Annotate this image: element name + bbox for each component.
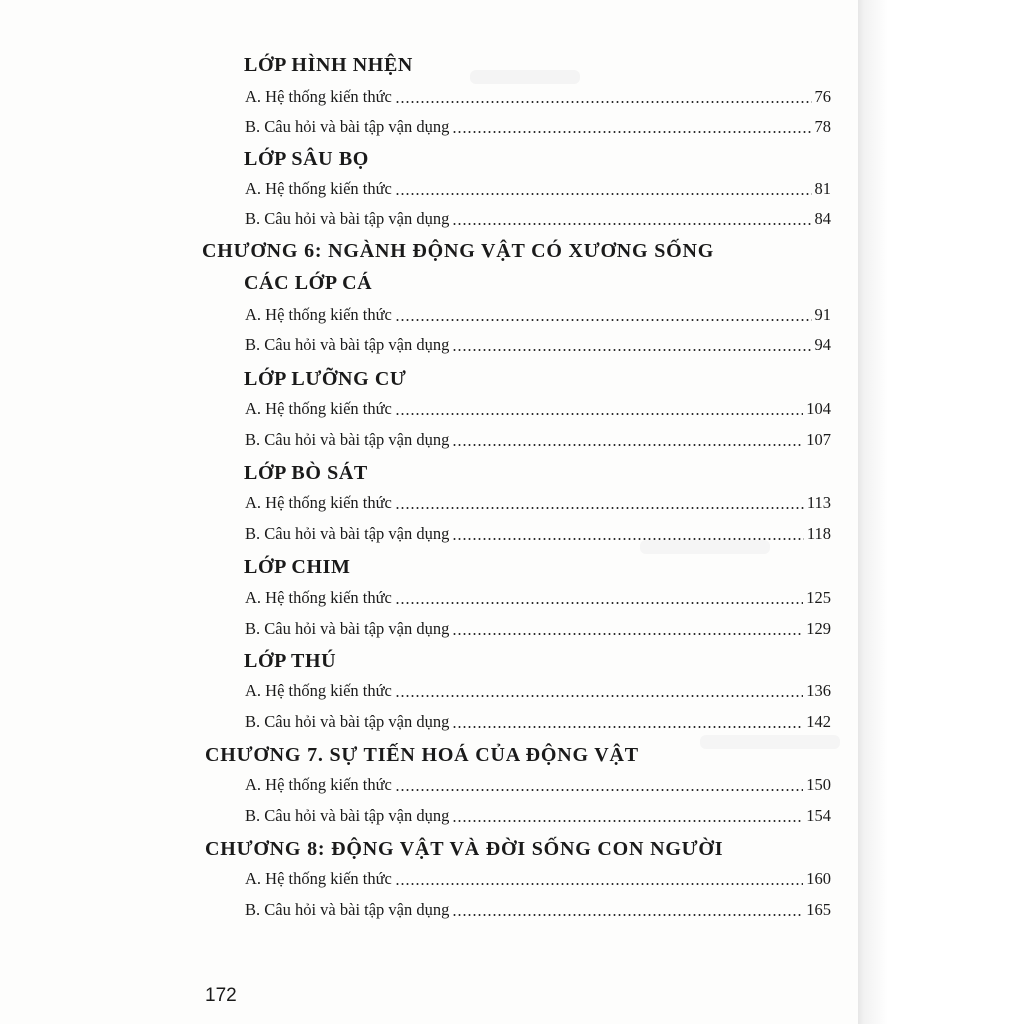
entry-label: A. Hệ thống kiến thức xyxy=(245,87,392,106)
chapter-title: CHƯƠNG 6: NGÀNH ĐỘNG VẬT CÓ XƯƠNG SỐNG xyxy=(202,240,715,262)
entry-page-number: 165 xyxy=(806,900,831,919)
entry-page-number: 107 xyxy=(806,430,831,449)
toc-entry[interactable] xyxy=(245,897,831,923)
dot-leader xyxy=(452,820,803,822)
show-through-shading xyxy=(700,735,840,749)
show-through-shading xyxy=(470,70,580,84)
toc-entry[interactable] xyxy=(245,84,831,110)
dot-leader xyxy=(395,507,804,509)
dot-leader xyxy=(452,223,811,225)
page-number: 172 xyxy=(205,985,237,1006)
toc-entry[interactable] xyxy=(245,585,831,611)
dot-leader xyxy=(395,319,812,321)
entry-page-number: 94 xyxy=(814,335,831,354)
entry-page-number: 129 xyxy=(806,619,831,638)
chapter-title: CHƯƠNG 7. SỰ TIẾN HOÁ CỦA ĐỘNG VẬT xyxy=(205,744,639,766)
toc-entry[interactable] xyxy=(245,803,831,829)
entry-page-number: 91 xyxy=(814,305,831,324)
entry-label: B. Câu hỏi và bài tập vận dụng xyxy=(245,209,450,228)
toc-entry[interactable] xyxy=(245,678,831,704)
dot-leader xyxy=(395,883,803,885)
entry-label: A. Hệ thống kiến thức xyxy=(245,493,392,512)
section-title: CÁC LỚP CÁ xyxy=(244,272,373,294)
dot-leader xyxy=(452,444,803,446)
entry-page-number: 125 xyxy=(806,588,831,607)
dot-leader xyxy=(452,131,811,133)
toc-entry[interactable] xyxy=(245,332,831,358)
dot-leader xyxy=(395,101,812,103)
entry-page-number: 104 xyxy=(806,399,831,418)
section-title: LỚP CHIM xyxy=(244,556,351,578)
entry-page-number: 142 xyxy=(806,712,831,731)
entry-page-number: 81 xyxy=(814,179,831,198)
entry-label: A. Hệ thống kiến thức xyxy=(245,399,392,418)
entry-page-number: 118 xyxy=(806,524,831,543)
toc-entry[interactable] xyxy=(245,490,831,516)
toc-entry[interactable] xyxy=(245,396,831,422)
section-title: LỚP LƯỠNG CƯ xyxy=(244,368,407,390)
entry-page-number: 78 xyxy=(814,117,831,136)
entry-label: B. Câu hỏi và bài tập vận dụng xyxy=(245,619,450,638)
toc-entry[interactable] xyxy=(245,427,831,453)
entry-label: B. Câu hỏi và bài tập vận dụng xyxy=(245,430,450,449)
section-title: LỚP SÂU BỌ xyxy=(244,148,369,170)
entry-page-number: 113 xyxy=(806,493,831,512)
entry-page-number: 76 xyxy=(814,87,831,106)
section-title: LỚP HÌNH NHỆN xyxy=(244,54,413,76)
entry-page-number: 160 xyxy=(806,869,831,888)
dot-leader xyxy=(452,726,803,728)
entry-label: A. Hệ thống kiến thức xyxy=(245,775,392,794)
entry-label: B. Câu hỏi và bài tập vận dụng xyxy=(245,117,450,136)
entry-page-number: 136 xyxy=(806,681,831,700)
entry-label: A. Hệ thống kiến thức xyxy=(245,588,392,607)
toc-entry[interactable] xyxy=(245,772,831,798)
dot-leader xyxy=(452,538,803,540)
toc-entry[interactable] xyxy=(245,709,831,735)
dot-leader xyxy=(395,695,803,697)
entry-page-number: 150 xyxy=(806,775,831,794)
entry-label: B. Câu hỏi và bài tập vận dụng xyxy=(245,806,450,825)
entry-page-number: 84 xyxy=(814,209,831,228)
section-title: LỚP THÚ xyxy=(244,650,337,672)
entry-label: A. Hệ thống kiến thức xyxy=(245,869,392,888)
chapter-title: CHƯƠNG 8: ĐỘNG VẬT VÀ ĐỜI SỐNG CON NGƯỜI xyxy=(205,838,724,860)
entry-page-number: 154 xyxy=(806,806,831,825)
entry-label: A. Hệ thống kiến thức xyxy=(245,179,392,198)
toc-entry[interactable] xyxy=(245,206,831,232)
entry-label: B. Câu hỏi và bài tập vận dụng xyxy=(245,335,450,354)
entry-label: B. Câu hỏi và bài tập vận dụng xyxy=(245,900,450,919)
dot-leader xyxy=(395,193,812,195)
toc-entry[interactable] xyxy=(245,114,831,140)
toc-entry[interactable] xyxy=(245,616,831,642)
entry-label: B. Câu hỏi và bài tập vận dụng xyxy=(245,524,450,543)
dot-leader xyxy=(452,914,803,916)
dot-leader xyxy=(395,602,803,604)
entry-label: A. Hệ thống kiến thức xyxy=(245,681,392,700)
section-title: LỚP BÒ SÁT xyxy=(244,462,368,484)
entry-label: B. Câu hỏi và bài tập vận dụng xyxy=(245,712,450,731)
dot-leader xyxy=(452,349,811,351)
toc-entry[interactable] xyxy=(245,866,831,892)
toc-entry[interactable] xyxy=(245,302,831,328)
dot-leader xyxy=(395,789,803,791)
toc-entry[interactable] xyxy=(245,521,831,547)
entry-label: A. Hệ thống kiến thức xyxy=(245,305,392,324)
dot-leader xyxy=(452,633,803,635)
dot-leader xyxy=(395,413,803,415)
toc-entry[interactable] xyxy=(245,176,831,202)
page-edge-shadow xyxy=(858,0,1024,1024)
